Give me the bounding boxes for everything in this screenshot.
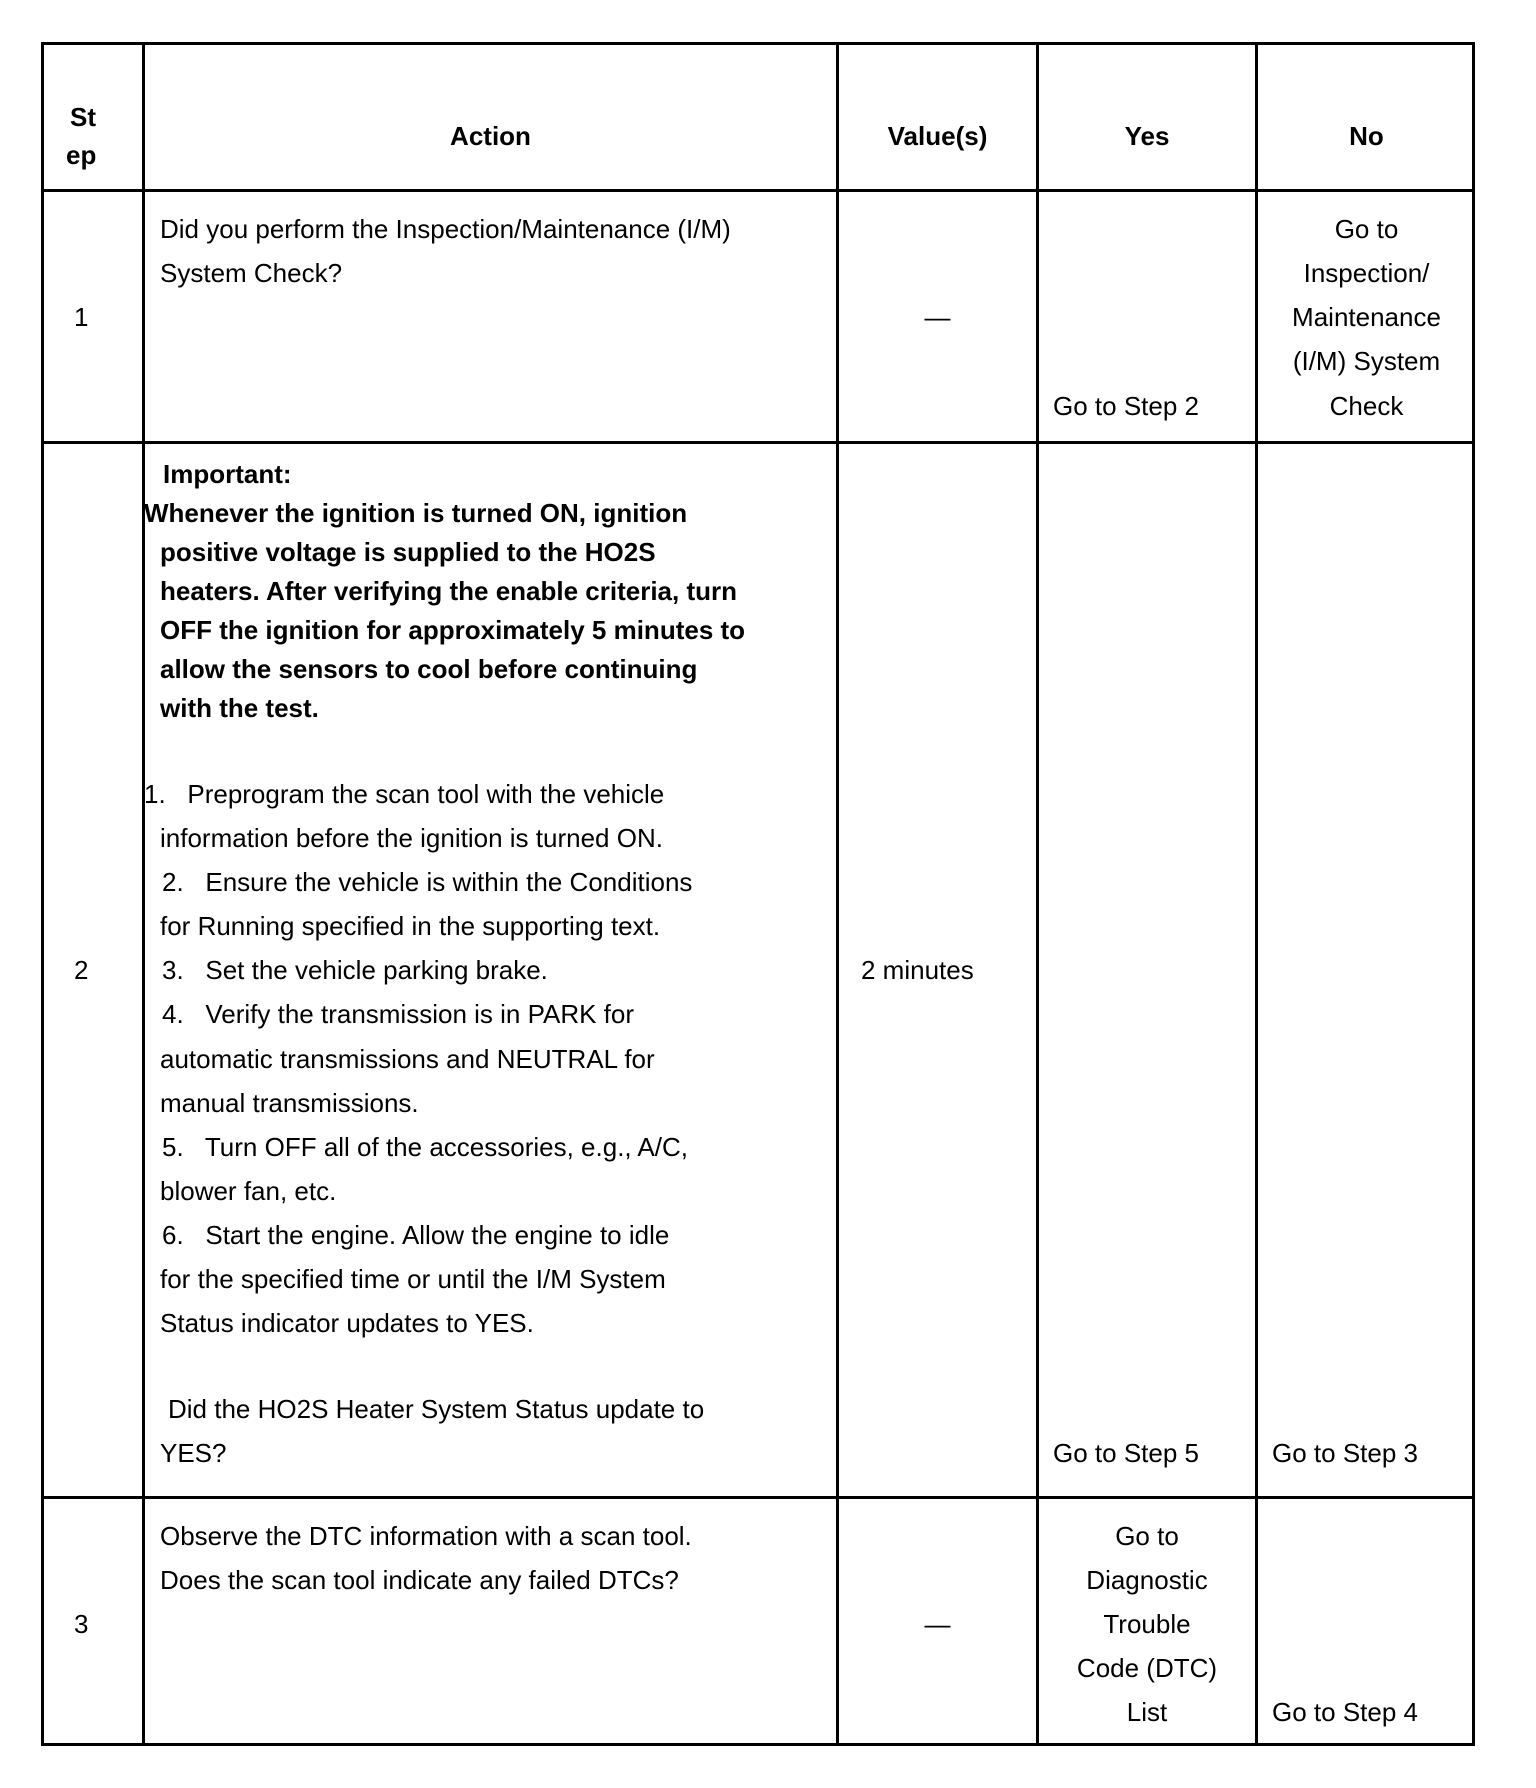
step-number: 3 [74, 1609, 89, 1639]
step-number: 1 [74, 302, 89, 332]
list-item: 5. Turn OFF all of the accessories, e.g., A/C, [162, 1132, 688, 1162]
question-text: Did the HO2S Heater System Status update to [168, 1394, 705, 1424]
column-divider [1036, 45, 1039, 1743]
header-action: Action [450, 121, 531, 151]
no-link[interactable]: Go to Step 4 [1272, 1697, 1418, 1727]
row-divider [44, 1496, 1472, 1499]
diagnostic-table: St ep Action Value(s) Yes No 1 Did you perform the Inspection/Maintenance (I/M) System Check? — Go to Step 2 Go to Inspection/ Maintenance (I/M) System Check 2 Important: Whenever the ignition is turned ON, ignition positive voltage is supplied to the HO2S heaters. After verifying the enable criteria, turn OFF the ignition for approximately 5 minutes to allow the sensors to cool before continuing with the test. 1. Preprogram the scan tool with the vehicle information before the ignition is turned ON. 2. Ensure the vehicle is within the Conditions for Running specified in the supporting text. 3. Set the vehicle parking brake. 4. Verify the transmission is in PARK for automatic transmissions and NEUTRAL for manual transmissions. 5. Turn OFF all of the accessories, e.g., A/C, blower fan, etc. 6. Start the engine. Allow the engine to idle for the specified time or until the I/M System Status indicator updates to YES. Did the HO2S Heater System Status update to YES? 2 minutes Go to Step 5 Go to Step 3 3 Observe the DTC information with a scan tool. Does the scan tool indicate any failed DTCs? — Go to Diagnostic Trouble Code (DTC) List Go to Step 4 [41, 42, 1475, 1746]
row-divider [44, 189, 1472, 192]
action-text: System Check? [160, 258, 343, 288]
action-text: Does the scan tool indicate any failed DTCs? [160, 1565, 679, 1595]
question-text: YES? [160, 1438, 227, 1468]
yes-link[interactable]: Go to Step 5 [1053, 1438, 1199, 1468]
list-item: 3. Set the vehicle parking brake. [162, 955, 548, 985]
no-link[interactable]: Go to Step 3 [1272, 1438, 1418, 1468]
action-text: Observe the DTC information with a scan tool. [160, 1521, 692, 1551]
value-text: 2 minutes [861, 955, 974, 985]
list-item: 4. Verify the transmission is in PARK for [162, 999, 635, 1029]
header-no: No [1349, 121, 1384, 151]
value-text: — [924, 302, 951, 332]
list-item: 2. Ensure the vehicle is within the Conditions [162, 867, 693, 897]
value-text: — [924, 1609, 951, 1639]
row-divider [44, 441, 1472, 444]
header-yes: Yes [1124, 121, 1170, 151]
list-item: 1. Preprogram the scan tool with the vehicle [144, 779, 665, 809]
list-item: 6. Start the engine. Allow the engine to idle [162, 1220, 670, 1250]
important-label: Important: [163, 459, 292, 489]
header-values: Value(s) [887, 121, 988, 151]
column-divider [142, 45, 145, 1743]
step-number: 2 [74, 955, 89, 985]
action-text: Did you perform the Inspection/Maintenance (I/M) [160, 214, 731, 244]
yes-link[interactable]: Go to Step 2 [1053, 391, 1199, 421]
